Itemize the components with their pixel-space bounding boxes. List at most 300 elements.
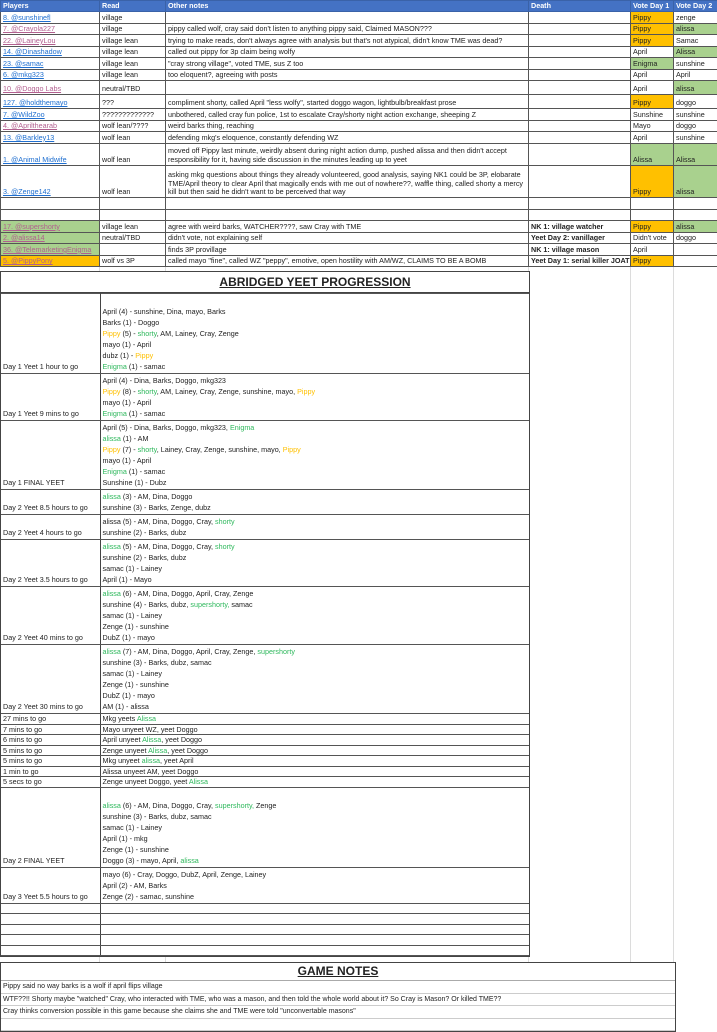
- vote-day-2-cell[interactable]: alissa: [674, 23, 717, 35]
- yeet-time-label: 1 min to go: [1, 766, 100, 777]
- yeet-progression-title: ABRIDGED YEET PROGRESSION: [1, 272, 529, 293]
- yeet-text: DubZ (1) - mayo: [103, 633, 155, 642]
- notes-cell[interactable]: didn't vote, not explaining self: [166, 232, 529, 244]
- player-row: [1, 109, 717, 121]
- yeet-line: [103, 317, 528, 328]
- vote-day-1-cell[interactable]: [631, 209, 674, 221]
- game-note: Pippy said no way barks is a wolf if april flips village: [1, 981, 675, 994]
- highlighted-name: Pippy: [103, 445, 121, 454]
- vote-day-1-cell[interactable]: Didn't vote: [631, 232, 674, 244]
- yeet-text: Zenge: [254, 801, 276, 810]
- player-link[interactable]: 22. @LaineyLou: [3, 36, 55, 45]
- vote-day-1-cell[interactable]: April: [631, 69, 674, 81]
- yeet-time-label: 7 mins to go: [1, 724, 100, 735]
- yeet-tally: [100, 515, 529, 540]
- yeet-line: [103, 690, 528, 701]
- read-cell[interactable]: ?????????????: [100, 109, 166, 121]
- yeet-line: [103, 477, 528, 488]
- highlighted-name: Pippy: [135, 351, 153, 360]
- yeet-row: [1, 777, 529, 788]
- yeet-row: [1, 745, 529, 756]
- yeet-row: [1, 515, 529, 540]
- notes-cell[interactable]: [166, 81, 529, 95]
- death-cell[interactable]: [529, 81, 631, 95]
- death-cell[interactable]: [529, 95, 631, 109]
- vote-day-2-cell[interactable]: Alissa: [674, 46, 717, 58]
- player-link[interactable]: 23. @samac: [3, 59, 43, 68]
- death-cell[interactable]: [529, 23, 631, 35]
- player-row: [1, 221, 717, 233]
- header-vote-day-2[interactable]: Vote Day 2: [674, 1, 717, 12]
- yeet-row: [1, 903, 529, 914]
- vote-day-1-cell[interactable]: April: [631, 132, 674, 144]
- yeet-row: [1, 735, 529, 746]
- yeet-line: [103, 646, 528, 657]
- game-note: WTF??!! Shorty maybe "watched" Cray, who interacted with TME, who was a mason, and then told the whole world about it? So Cray is Mason? Or killed TME??: [1, 994, 675, 1007]
- death-cell[interactable]: [529, 69, 631, 81]
- death-cell[interactable]: Yeet Day 1: serial killer JOAT: [529, 255, 631, 267]
- vote-day-2-cell[interactable]: sunshine: [674, 132, 717, 144]
- player-cell[interactable]: [1, 69, 100, 81]
- player-row: [1, 81, 717, 95]
- notes-cell[interactable]: defending mkg's eloquence, constantly defending WZ: [166, 132, 529, 144]
- highlighted-name: alissa: [103, 434, 121, 443]
- yeet-time-label: [1, 935, 100, 946]
- vote-day-1-cell[interactable]: Pippy: [631, 12, 674, 24]
- header-read[interactable]: Read: [100, 1, 166, 12]
- vote-day-2-cell[interactable]: [674, 198, 717, 210]
- yeet-text: (5) - AM, Dina, Doggo, Cray,: [121, 542, 215, 551]
- highlighted-name: alissa: [103, 542, 121, 551]
- read-cell[interactable]: village lean: [100, 46, 166, 58]
- death-cell[interactable]: [529, 58, 631, 70]
- death-cell[interactable]: [529, 165, 631, 198]
- yeet-time-label: Day 2 FINAL YEET: [1, 787, 100, 867]
- vote-day-1-cell[interactable]: Pippy: [631, 255, 674, 267]
- yeet-text: (7) - AM, Dina, Doggo, April, Cray, Zenge,: [121, 647, 257, 656]
- yeet-text: samac: [229, 600, 252, 609]
- death-cell[interactable]: Yeet Day 2: vanillager: [529, 232, 631, 244]
- yeet-text: sunshine (3) - Barks, dubz, samac: [103, 812, 212, 821]
- yeet-line: [103, 328, 528, 339]
- read-cell[interactable]: neutral/TBD: [100, 232, 166, 244]
- vote-day-1-cell[interactable]: Enigma: [631, 58, 674, 70]
- yeet-line: [103, 891, 528, 902]
- vote-day-2-cell[interactable]: doggo: [674, 232, 717, 244]
- read-cell[interactable]: village lean: [100, 69, 166, 81]
- player-cell[interactable]: [1, 109, 100, 121]
- yeet-row: [1, 766, 529, 777]
- yeet-tally: [100, 587, 529, 645]
- yeet-text: mayo (1) - April: [103, 340, 152, 349]
- yeet-row: [1, 935, 529, 946]
- player-link[interactable]: 1. @Animal Midwife: [3, 155, 67, 164]
- vote-day-2-cell[interactable]: sunshine: [674, 109, 717, 121]
- yeet-text: samac (1) - Lainey: [103, 823, 163, 832]
- yeet-line: [103, 588, 528, 599]
- yeet-line: [103, 386, 528, 397]
- yeet-time-label: Day 2 Yeet 3.5 hours to go: [1, 540, 100, 587]
- player-row: [1, 165, 717, 198]
- yeet-text: Zenge (2) - samac, sunshine: [103, 892, 194, 901]
- player-cell[interactable]: [1, 143, 100, 165]
- header-players[interactable]: Players: [1, 1, 100, 12]
- yeet-line: [103, 397, 528, 408]
- highlighted-name: Enigma: [230, 423, 254, 432]
- read-cell[interactable]: village lean: [100, 35, 166, 47]
- death-cell[interactable]: [529, 109, 631, 121]
- vote-day-2-cell[interactable]: sunshine: [674, 58, 717, 70]
- yeet-row: [1, 756, 529, 767]
- yeet-text: , yeet Doggo: [167, 746, 208, 755]
- read-cell[interactable]: [100, 209, 166, 221]
- yeet-row: [1, 787, 529, 867]
- notes-cell[interactable]: agree with weird barks, WATCHER????, saw Cray with TME: [166, 221, 529, 233]
- death-cell[interactable]: [529, 46, 631, 58]
- yeet-text: Doggo (3) - mayo, April,: [103, 856, 181, 865]
- read-cell[interactable]: wolf lean: [100, 165, 166, 198]
- players-table: [0, 0, 717, 267]
- vote-day-2-cell[interactable]: alissa: [674, 221, 717, 233]
- player-row: [1, 209, 717, 221]
- player-cell[interactable]: [1, 81, 100, 95]
- notes-cell[interactable]: [166, 12, 529, 24]
- death-cell[interactable]: NK 1: village mason: [529, 244, 631, 256]
- highlighted-name: shorty: [138, 387, 157, 396]
- yeet-text: Sunshine (1) - Dubz: [103, 478, 167, 487]
- game-note: [1, 1019, 675, 1032]
- header-row: [1, 1, 717, 12]
- player-link[interactable]: 3. @Zenge142: [3, 187, 51, 196]
- yeet-text: Mkg unyeet: [103, 756, 142, 765]
- vote-day-1-cell[interactable]: April: [631, 244, 674, 256]
- yeet-line: [103, 714, 528, 724]
- yeet-tally: [100, 903, 529, 914]
- vote-day-1-cell[interactable]: Pippy: [631, 23, 674, 35]
- yeet-line: [103, 552, 528, 563]
- player-link[interactable]: 14. @Dinashadow: [3, 47, 62, 56]
- yeet-text: Barks (1) - Doggo: [103, 318, 160, 327]
- yeet-text: (7) -: [120, 445, 137, 454]
- game-note: Cray thinks conversion possible in this game because she claims she and TME were told "unconvertable masons": [1, 1006, 675, 1019]
- vote-day-2-cell[interactable]: [674, 209, 717, 221]
- read-cell[interactable]: wolf lean: [100, 143, 166, 165]
- yeet-line: [103, 574, 528, 585]
- yeet-tally: [100, 945, 529, 956]
- player-link[interactable]: 7. @Crayola227: [3, 24, 55, 33]
- yeet-line: [103, 855, 528, 866]
- yeet-tally: [100, 914, 529, 925]
- yeet-text: (3) - AM, Dina, Doggo: [121, 492, 193, 501]
- yeet-text: (1) - samac: [127, 362, 165, 371]
- player-cell[interactable]: [1, 95, 100, 109]
- notes-cell[interactable]: finds 3P provillage: [166, 244, 529, 256]
- yeet-line: [103, 444, 528, 455]
- vote-day-2-cell[interactable]: alissa: [674, 165, 717, 198]
- yeet-line: [103, 455, 528, 466]
- vote-day-2-cell[interactable]: zenge: [674, 12, 717, 24]
- notes-cell[interactable]: [166, 209, 529, 221]
- header-death[interactable]: Death: [529, 1, 631, 12]
- player-cell[interactable]: [1, 255, 100, 267]
- yeet-line: [103, 657, 528, 668]
- yeet-row: [1, 374, 529, 421]
- yeet-line: [103, 422, 528, 433]
- yeet-line: [103, 610, 528, 621]
- yeet-line: [103, 339, 528, 350]
- yeet-text: , yeet April: [160, 756, 194, 765]
- player-row: [1, 12, 717, 24]
- highlighted-name: alissa: [142, 756, 160, 765]
- player-link[interactable]: 5. @PippyPony: [3, 256, 53, 265]
- yeet-text: sunshine (2) - Barks, dubz: [103, 528, 187, 537]
- vote-day-2-cell[interactable]: [674, 255, 717, 267]
- yeet-text: , yeet Doggo: [161, 735, 202, 744]
- player-row: [1, 35, 717, 47]
- highlighted-name: Alissa: [142, 735, 161, 744]
- yeet-tally: [100, 867, 529, 903]
- vote-day-2-cell[interactable]: [674, 244, 717, 256]
- yeet-text: mayo (6) - Cray, Doggo, DubZ, April, Zenge, Lainey: [103, 870, 267, 879]
- vote-day-2-cell[interactable]: doggo: [674, 95, 717, 109]
- vote-day-1-cell[interactable]: Pippy: [631, 95, 674, 109]
- yeet-text: Zenge (1) - sunshine: [103, 622, 169, 631]
- highlighted-name: Enigma: [103, 409, 127, 418]
- yeet-time-label: 6 mins to go: [1, 735, 100, 746]
- header-vote-day-1[interactable]: Vote Day 1: [631, 1, 674, 12]
- player-link[interactable]: 8. @sunshinefl: [3, 13, 51, 22]
- highlighted-name: supershorty,: [215, 801, 254, 810]
- player-cell[interactable]: [1, 209, 100, 221]
- yeet-text: Zenge (1) - sunshine: [103, 680, 169, 689]
- yeet-text: Alissa unyeet AM, yeet Doggo: [103, 767, 199, 776]
- vote-day-1-cell[interactable]: April: [631, 81, 674, 95]
- highlighted-name: alissa: [180, 856, 198, 865]
- death-cell[interactable]: [529, 35, 631, 47]
- highlighted-name: alissa: [103, 589, 121, 598]
- highlighted-name: Alissa: [148, 746, 167, 755]
- yeet-tally: [100, 714, 529, 725]
- player-row: [1, 58, 717, 70]
- player-cell[interactable]: [1, 58, 100, 70]
- death-cell[interactable]: [529, 143, 631, 165]
- highlighted-name: alissa: [103, 647, 121, 656]
- yeet-line: [103, 563, 528, 574]
- player-cell[interactable]: [1, 221, 100, 233]
- vote-day-2-cell[interactable]: Samac: [674, 35, 717, 47]
- player-row: [1, 95, 717, 109]
- player-cell[interactable]: [1, 120, 100, 132]
- yeet-text: mayo (1) - April: [103, 456, 152, 465]
- yeet-text: (1) - samac: [127, 467, 165, 476]
- player-link[interactable]: 127. @holdthemayo: [3, 98, 67, 107]
- yeet-row: [1, 645, 529, 714]
- yeet-text: sunshine (2) - Barks, dubz: [103, 553, 187, 562]
- player-row: [1, 132, 717, 144]
- notes-cell[interactable]: too eloquent?, agreeing with posts: [166, 69, 529, 81]
- highlighted-name: shorty: [215, 542, 235, 551]
- vote-day-1-cell[interactable]: April: [631, 46, 674, 58]
- notes-cell[interactable]: compliment shorty, called April "less wolfy", started doggo wagon, lightbulb/breakfast prose: [166, 95, 529, 109]
- death-cell[interactable]: [529, 209, 631, 221]
- yeet-line: [103, 679, 528, 690]
- yeet-text: Mayo unyeet WZ, yeet Doggo: [103, 725, 198, 734]
- yeet-text: April (4) - Dina, Barks, Doggo, mkg323: [103, 376, 226, 385]
- death-cell[interactable]: NK 1: village watcher: [529, 221, 631, 233]
- notes-cell[interactable]: weird barks thing, reaching: [166, 120, 529, 132]
- yeet-time-label: 27 mins to go: [1, 714, 100, 725]
- yeet-line: [103, 811, 528, 822]
- player-cell[interactable]: [1, 165, 100, 198]
- player-cell[interactable]: [1, 232, 100, 244]
- yeet-line: [103, 800, 528, 811]
- read-cell[interactable]: village lean: [100, 58, 166, 70]
- player-cell[interactable]: [1, 12, 100, 24]
- player-cell[interactable]: [1, 244, 100, 256]
- player-link[interactable]: 7. @WildZoo: [3, 110, 45, 119]
- highlighted-name: supershorty: [257, 647, 295, 656]
- yeet-row: [1, 587, 529, 645]
- player-link[interactable]: 10. @Doggo Labs: [3, 84, 61, 93]
- player-cell[interactable]: [1, 46, 100, 58]
- vote-day-1-cell[interactable]: Pippy: [631, 165, 674, 198]
- highlighted-name: shorty: [138, 329, 157, 338]
- notes-cell[interactable]: asking mkg questions about things they already volunteered, good analysis, saying NK1 could be 3P, elobarate TME/April theory to clear April that magically ends with me out of nowhere??, waffle thing, called shorty a mercy kill but then said he didn't want to be perceived that way: [166, 165, 529, 198]
- player-cell[interactable]: [1, 35, 100, 47]
- player-cell[interactable]: [1, 23, 100, 35]
- yeet-time-label: Day 1 Yeet 9 mins to go: [1, 374, 100, 421]
- yeet-line: [103, 735, 528, 745]
- yeet-row: [1, 914, 529, 925]
- player-link[interactable]: 4. @Aprilthearab: [3, 121, 57, 130]
- notes-cell[interactable]: trying to make reads, don't always agree with analysis but that's not atypical, didn't know TME was dead?: [166, 35, 529, 47]
- yeet-line: [103, 833, 528, 844]
- yeet-tally: [100, 766, 529, 777]
- game-notes-section: [0, 962, 676, 1032]
- yeet-text: April unyeet: [103, 735, 143, 744]
- read-cell[interactable]: [100, 244, 166, 256]
- highlighted-name: alissa: [103, 801, 121, 810]
- highlighted-name: Enigma: [103, 362, 127, 371]
- yeet-text: mayo (1) - April: [103, 398, 152, 407]
- vote-day-1-cell[interactable]: Mayo: [631, 120, 674, 132]
- yeet-text: alissa (5) - AM, Dina, Doggo, Cray,: [103, 517, 216, 526]
- highlighted-name: Pippy: [283, 445, 301, 454]
- yeet-tally: [100, 777, 529, 788]
- notes-cell[interactable]: [166, 198, 529, 210]
- vote-day-1-cell[interactable]: Pippy: [631, 35, 674, 47]
- player-link[interactable]: 36. @TelemarketingEnigma: [3, 245, 91, 254]
- vote-day-1-cell[interactable]: Sunshine: [631, 109, 674, 121]
- highlighted-name: shorty: [215, 517, 235, 526]
- death-cell[interactable]: [529, 132, 631, 144]
- yeet-line: [103, 767, 528, 777]
- yeet-tally: [100, 374, 529, 421]
- notes-cell[interactable]: called out pippy for 3p claim being wolfy: [166, 46, 529, 58]
- vote-day-1-cell[interactable]: [631, 198, 674, 210]
- player-link[interactable]: 17. @supershorty: [3, 222, 60, 231]
- death-cell[interactable]: [529, 12, 631, 24]
- notes-cell[interactable]: pippy called wolf, cray said don't listen to anything pippy said, Claimed MASON???: [166, 23, 529, 35]
- yeet-tally: [100, 735, 529, 746]
- read-cell[interactable]: village: [100, 23, 166, 35]
- read-cell[interactable]: village: [100, 12, 166, 24]
- yeet-row: [1, 945, 529, 956]
- read-cell[interactable]: neutral/TBD: [100, 81, 166, 95]
- read-cell[interactable]: wolf vs 3P: [100, 255, 166, 267]
- vote-day-1-cell[interactable]: Alissa: [631, 143, 674, 165]
- notes-cell[interactable]: called mayo "fine", called WZ "peppy", emotive, open hostility with AM/WZ, CLAIMS TO BE A BOMB: [166, 255, 529, 267]
- yeet-tally: [100, 294, 529, 374]
- yeet-row: [1, 714, 529, 725]
- highlighted-name: supershorty,: [190, 600, 229, 609]
- vote-day-1-cell[interactable]: Pippy: [631, 221, 674, 233]
- vote-day-2-cell[interactable]: April: [674, 69, 717, 81]
- yeet-tally: [100, 540, 529, 587]
- highlighted-name: Pippy: [103, 329, 121, 338]
- highlighted-name: Enigma: [103, 467, 127, 476]
- yeet-text: samac (1) - Lainey: [103, 564, 163, 573]
- player-cell[interactable]: [1, 198, 100, 210]
- yeet-text: , AM, Lainey, Cray, Zenge: [157, 329, 239, 338]
- yeet-text: DubZ (1) - mayo: [103, 691, 155, 700]
- death-cell[interactable]: [529, 198, 631, 210]
- player-cell[interactable]: [1, 132, 100, 144]
- yeet-text: Zenge (1) - sunshine: [103, 845, 169, 854]
- vote-day-2-cell[interactable]: alissa: [674, 81, 717, 95]
- player-link[interactable]: 6. @mkg323: [3, 70, 44, 79]
- notes-cell[interactable]: unbothered, called cray fun police, 1st to escalate Cray/shorty night action exchange, sheeping Z: [166, 109, 529, 121]
- yeet-row: [1, 490, 529, 515]
- death-cell[interactable]: [529, 120, 631, 132]
- vote-day-2-cell[interactable]: doggo: [674, 120, 717, 132]
- yeet-row: [1, 421, 529, 490]
- yeet-text: April (2) - AM, Barks: [103, 881, 167, 890]
- yeet-row: [1, 294, 529, 374]
- yeet-line: [103, 527, 528, 538]
- yeet-line: [103, 777, 528, 787]
- player-link[interactable]: 2. @alissa14: [3, 233, 45, 242]
- yeet-text: sunshine (4) - Barks, dubz,: [103, 600, 191, 609]
- yeet-time-label: [1, 945, 100, 956]
- read-cell[interactable]: wolf lean/????: [100, 120, 166, 132]
- yeet-text: AM (1) - alissa: [103, 702, 149, 711]
- header-other-notes[interactable]: Other notes: [166, 1, 529, 12]
- notes-cell[interactable]: moved off Pippy last minute, weirdly absent during night action dump, pushed alissa and then didn't accept responsibility for it, having side discussion in the minutes leading up to yeet: [166, 143, 529, 165]
- yeet-line: [103, 408, 528, 419]
- highlighted-name: Alissa: [137, 714, 156, 723]
- yeet-line: [103, 632, 528, 643]
- yeet-line: [103, 869, 528, 880]
- yeet-progression-table: [1, 293, 529, 956]
- vote-day-2-cell[interactable]: Alissa: [674, 143, 717, 165]
- yeet-text: , AM, Lainey, Cray, Zenge, sunshine, mayo,: [157, 387, 297, 396]
- notes-cell[interactable]: "cray strong village", voted TME, sus Z too: [166, 58, 529, 70]
- yeet-time-label: Day 2 Yeet 4 hours to go: [1, 515, 100, 540]
- read-cell[interactable]: wolf lean: [100, 132, 166, 144]
- yeet-row: [1, 924, 529, 935]
- yeet-line: [103, 701, 528, 712]
- player-link[interactable]: 13. @Barkley13: [3, 133, 54, 142]
- yeet-text: Zenge unyeet Doggo, yeet: [103, 777, 189, 786]
- read-cell[interactable]: ???: [100, 95, 166, 109]
- yeet-text: (6) - AM, Dina, Doggo, April, Cray, Zenge: [121, 589, 254, 598]
- read-cell[interactable]: [100, 198, 166, 210]
- read-cell[interactable]: village lean: [100, 221, 166, 233]
- game-notes-title: GAME NOTES: [1, 963, 675, 981]
- player-row: [1, 120, 717, 132]
- yeet-tally: [100, 935, 529, 946]
